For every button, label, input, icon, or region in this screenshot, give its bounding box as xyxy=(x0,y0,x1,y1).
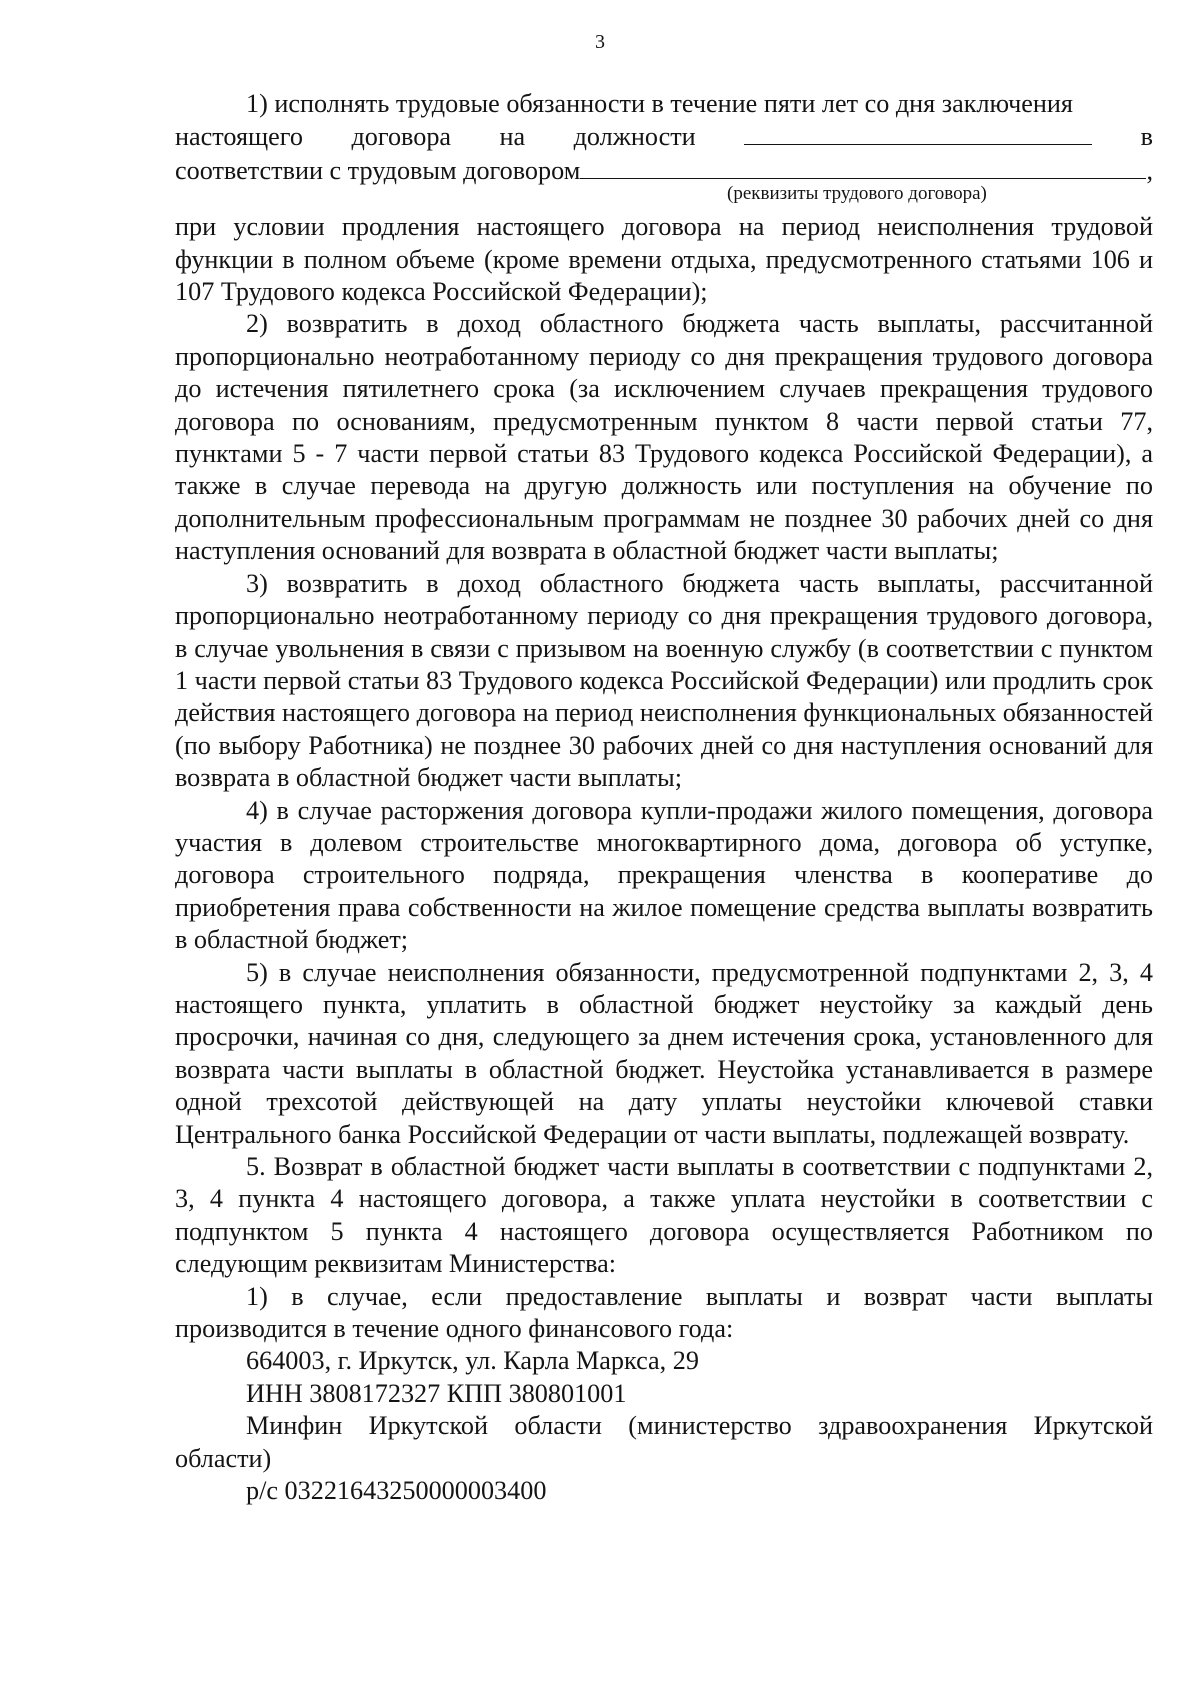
word-nastoyashchego: настоящего xyxy=(175,122,303,152)
item-4: 4) в случае расторжения договора купли-продажи жилого помещения, договора участия в долевом строительстве многоквартирного дома, договора об уступке, договора строительного подряда, прекращения членства в кооперативе до приобретения права собственности на жилое помещение средства выплаты возвратить в областной бюджет; xyxy=(175,795,1153,955)
item-5: 5) в случае неисполнения обязанности, предусмотренной подпунктами 2, 3, 4 настоящего пункта, уплатить в областной бюджет неустойку за каждый день просрочки, начиная со дня, следующего за днем истечения срока, установленного для возврата части выплаты в областной бюджет. Неустойка устанавливается в размере одной трехсотой действующей на дату уплаты неустойки ключевой ставки Центрального банка Российской Федерации от части выплаты, подлежащей возврату. xyxy=(175,957,1153,1149)
item-3: 3) возвратить в доход областного бюджета часть выплаты, рассчитанной пропорционально неотработанному периоду со дня прекращения трудового договора, в случае увольнения в связи с призывом на военную службу (в соответствии с пунктом 1 части первой статьи 83 Трудового кодекса Российской Федерации) или продлить срок действия настоящего договора на период неисполнения функциональных обязанностей (по выбору Работника) не позднее 30 рабочих дней со дня наступления оснований для возврата в областной бюджет части выплаты; xyxy=(175,568,1153,793)
requisite-address: 664003, г. Иркутск, ул. Карла Маркса, 29 xyxy=(246,1346,699,1376)
item-1-line-1: 1) исполнять трудовые обязанности в течение пяти лет со дня заключения xyxy=(246,89,1073,118)
position-blank-field xyxy=(744,120,1092,145)
item-1-rest: при условии продления настоящего договора на период неисполнения трудовой функции в полном объеме (кроме времени отдыха, предусмотренного статьями 106 и 107 Трудового кодекса Российской Федерации); xyxy=(175,212,1153,307)
item-2: 2) возвратить в доход областного бюджета часть выплаты, рассчитанной пропорционально неотработанному периоду со дня прекращения трудового договора до истечения пятилетнего срока (за исключением случаев прекращения трудового договора по основаниям, предусмотренным пунктом 8 части первой статьи 77, пунктами 5 - 7 части первой статьи 83 Трудового кодекса Российской Федерации), а также в случае перевода на другую должность или поступления на обучение по дополнительным профессиональным программам не позднее 30 рабочих дней со дня наступления оснований для возврата в областной бюджет части выплаты; xyxy=(175,309,1153,566)
requisite-account: р/с 03221643250000003400 xyxy=(246,1476,547,1506)
requisite-recipient: Минфин Иркутской области (министерство здравоохранения Иркутской области) xyxy=(175,1411,1153,1473)
labor-contract-blank-field xyxy=(580,154,1146,179)
section-5: 5. Возврат в областной бюджет части выплаты в соответствии с подпунктами 2, 3, 4 пункта 4 настоящего договора, а также уплата неустойки в соответствии с подпунктом 5 пункта 4 настоящего договора осуществляется Работником по следующим реквизитам Министерства: xyxy=(175,1152,1153,1279)
word-v: в xyxy=(1140,122,1153,152)
section-5-item-1: 1) в случае, если предоставление выплаты и возврат части выплаты производится в течение одного финансового года: xyxy=(175,1281,1153,1344)
item-1-line-2 xyxy=(175,120,1153,153)
word-dogovora: договора xyxy=(351,122,452,152)
word-na: на xyxy=(499,122,526,152)
page-number: 3 xyxy=(595,31,605,53)
blank-field-caption: (реквизиты трудового договора) xyxy=(727,183,987,205)
comma: , xyxy=(1146,155,1153,185)
requisite-inn-kpp: ИНН 3808172327 КПП 380801001 xyxy=(246,1378,627,1408)
word-dolzhnosti: должности xyxy=(573,122,696,152)
document-body xyxy=(175,88,1153,1507)
labor-contract-prefix: соответствии с трудовым договором xyxy=(175,155,581,185)
